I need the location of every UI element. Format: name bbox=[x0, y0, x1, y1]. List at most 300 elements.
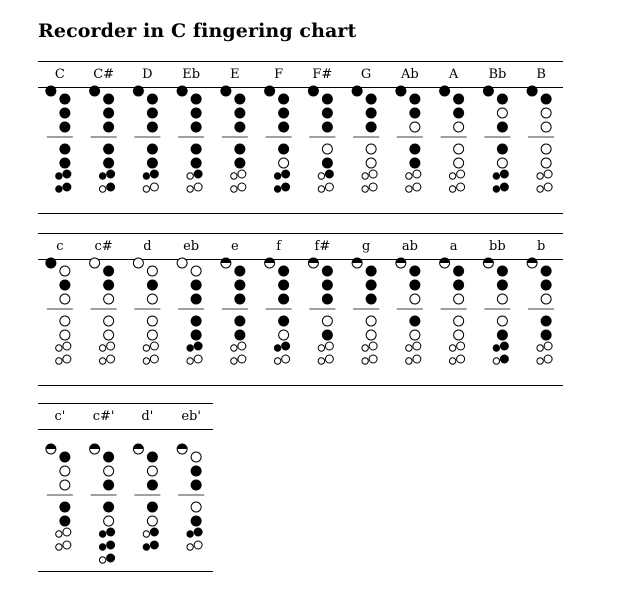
note-header: B bbox=[536, 67, 546, 82]
double-hole-small bbox=[187, 544, 193, 550]
double-hole-small bbox=[318, 358, 324, 364]
hole-rh-1 bbox=[454, 316, 464, 326]
hole-rh-2 bbox=[322, 158, 332, 168]
chart-title: Recorder in C fingering chart bbox=[38, 20, 357, 42]
thumb-hole bbox=[440, 86, 450, 96]
note-header: c# bbox=[94, 239, 113, 254]
hole-lh-3 bbox=[191, 122, 201, 132]
hole-rh-1 bbox=[60, 144, 70, 154]
hole-lh-1 bbox=[366, 266, 376, 276]
hole-rh-2 bbox=[410, 158, 420, 168]
hole-lh-3 bbox=[279, 122, 289, 132]
double-hole-small bbox=[406, 358, 412, 364]
note-header: Ab bbox=[401, 67, 419, 82]
hole-rh-2 bbox=[235, 330, 245, 340]
thumb-hole bbox=[46, 258, 56, 268]
double-hole-large bbox=[107, 541, 115, 549]
note-header: bb bbox=[489, 239, 506, 254]
hole-rh-1 bbox=[147, 316, 157, 326]
double-hole-small bbox=[318, 186, 324, 192]
double-hole-small bbox=[318, 345, 324, 351]
note-header: b bbox=[536, 239, 546, 254]
double-hole-small bbox=[99, 358, 105, 364]
hole-lh-2 bbox=[147, 108, 157, 118]
note-header: Bb bbox=[488, 67, 507, 82]
double-hole-small bbox=[537, 173, 543, 179]
double-hole-large bbox=[413, 342, 421, 350]
hole-rh-2 bbox=[147, 330, 157, 340]
hole-lh-1 bbox=[541, 94, 551, 104]
hole-lh-3 bbox=[541, 294, 551, 304]
hole-lh-2 bbox=[235, 280, 245, 290]
hole-lh-1 bbox=[497, 266, 507, 276]
hole-lh-2 bbox=[60, 280, 70, 290]
double-hole-large bbox=[63, 528, 71, 536]
double-hole-small bbox=[231, 358, 237, 364]
double-hole-large bbox=[150, 528, 158, 536]
double-hole-small bbox=[99, 557, 105, 563]
double-hole-large bbox=[413, 355, 421, 363]
hole-lh-1 bbox=[191, 452, 201, 462]
hole-lh-1 bbox=[541, 266, 551, 276]
table-low-octave bbox=[38, 61, 563, 213]
double-hole-small bbox=[449, 186, 455, 192]
hole-rh-1 bbox=[60, 502, 70, 512]
hole-rh-2 bbox=[235, 158, 245, 168]
hole-rh-2 bbox=[541, 330, 551, 340]
hole-rh-1 bbox=[191, 316, 201, 326]
note-header: eb bbox=[183, 239, 200, 254]
thumb-hole bbox=[221, 86, 231, 96]
double-hole-large bbox=[544, 355, 552, 363]
double-hole-small bbox=[99, 173, 105, 179]
hole-lh-3 bbox=[60, 294, 70, 304]
double-hole-large bbox=[369, 355, 377, 363]
note-header: D bbox=[142, 67, 153, 82]
double-hole-large bbox=[150, 541, 158, 549]
note-header: ab bbox=[401, 239, 418, 254]
hole-rh-1 bbox=[104, 144, 114, 154]
hole-lh-1 bbox=[147, 266, 157, 276]
hole-lh-1 bbox=[322, 266, 332, 276]
hole-rh-2 bbox=[60, 516, 70, 526]
hole-rh-1 bbox=[322, 316, 332, 326]
hole-lh-2 bbox=[191, 280, 201, 290]
double-hole-large bbox=[238, 170, 246, 178]
hole-lh-3 bbox=[147, 294, 157, 304]
thumb-hole bbox=[46, 86, 56, 96]
double-hole-large bbox=[63, 355, 71, 363]
double-hole-large bbox=[544, 170, 552, 178]
double-hole-small bbox=[274, 358, 280, 364]
hole-lh-1 bbox=[235, 266, 245, 276]
double-hole-small bbox=[362, 358, 368, 364]
note-header: Eb bbox=[182, 67, 201, 82]
hole-lh-2 bbox=[279, 280, 289, 290]
thumb-hole bbox=[133, 444, 143, 454]
note-header: eb' bbox=[181, 409, 201, 424]
note-header: f bbox=[276, 239, 282, 254]
thumb-hole bbox=[177, 86, 187, 96]
table-middle-octave bbox=[38, 233, 563, 385]
hole-rh-2 bbox=[279, 158, 289, 168]
note-header: c' bbox=[54, 409, 66, 424]
double-hole-small bbox=[143, 358, 149, 364]
hole-lh-3 bbox=[454, 122, 464, 132]
hole-lh-3 bbox=[104, 480, 114, 490]
hole-rh-2 bbox=[541, 158, 551, 168]
hole-rh-2 bbox=[497, 330, 507, 340]
hole-rh-2 bbox=[147, 158, 157, 168]
note-header: F bbox=[274, 67, 284, 82]
double-hole-large bbox=[500, 355, 508, 363]
double-hole-small bbox=[99, 345, 105, 351]
hole-lh-2 bbox=[322, 280, 332, 290]
double-hole-small bbox=[406, 186, 412, 192]
double-hole-small bbox=[187, 531, 193, 537]
hole-lh-2 bbox=[454, 280, 464, 290]
hole-rh-2 bbox=[104, 330, 114, 340]
double-hole-small bbox=[537, 186, 543, 192]
hole-rh-2 bbox=[191, 330, 201, 340]
double-hole-small bbox=[362, 173, 368, 179]
hole-rh-2 bbox=[147, 516, 157, 526]
note-header: C bbox=[54, 67, 65, 82]
hole-rh-1 bbox=[235, 316, 245, 326]
thumb-hole bbox=[46, 444, 56, 454]
hole-lh-2 bbox=[60, 466, 70, 476]
double-hole-large bbox=[500, 183, 508, 191]
thumb-hole bbox=[483, 86, 493, 96]
hole-lh-2 bbox=[366, 108, 376, 118]
hole-lh-3 bbox=[191, 294, 201, 304]
thumb-hole bbox=[265, 258, 275, 268]
double-hole-small bbox=[231, 173, 237, 179]
double-hole-large bbox=[369, 342, 377, 350]
double-hole-small bbox=[406, 173, 412, 179]
double-hole-large bbox=[194, 528, 202, 536]
hole-lh-3 bbox=[60, 480, 70, 490]
thumb-hole bbox=[90, 444, 100, 454]
hole-lh-1 bbox=[60, 452, 70, 462]
hole-lh-3 bbox=[497, 294, 507, 304]
hole-rh-1 bbox=[104, 316, 114, 326]
hole-lh-3 bbox=[104, 294, 114, 304]
bottom-rule bbox=[38, 571, 213, 572]
double-hole-large bbox=[282, 170, 290, 178]
hole-lh-2 bbox=[541, 280, 551, 290]
hole-rh-1 bbox=[497, 144, 507, 154]
hole-rh-2 bbox=[454, 330, 464, 340]
hole-lh-1 bbox=[410, 266, 420, 276]
thumb-hole bbox=[396, 258, 406, 268]
double-hole-large bbox=[194, 183, 202, 191]
hole-lh-2 bbox=[497, 108, 507, 118]
hole-rh-1 bbox=[235, 144, 245, 154]
double-hole-large bbox=[194, 342, 202, 350]
note-header: F# bbox=[312, 67, 333, 82]
double-hole-large bbox=[238, 342, 246, 350]
thumb-hole bbox=[90, 258, 100, 268]
double-hole-large bbox=[238, 355, 246, 363]
thumb-hole bbox=[308, 86, 318, 96]
hole-lh-2 bbox=[541, 108, 551, 118]
hole-lh-2 bbox=[410, 280, 420, 290]
table-upper-octave bbox=[38, 403, 213, 571]
double-hole-small bbox=[449, 345, 455, 351]
double-hole-small bbox=[143, 173, 149, 179]
hole-rh-1 bbox=[366, 144, 376, 154]
hole-rh-1 bbox=[541, 316, 551, 326]
hole-lh-3 bbox=[147, 122, 157, 132]
hole-rh-1 bbox=[60, 316, 70, 326]
double-hole-small bbox=[231, 345, 237, 351]
double-hole-large bbox=[194, 355, 202, 363]
thumb-hole bbox=[308, 258, 318, 268]
note-header: g bbox=[361, 239, 371, 254]
double-hole-small bbox=[274, 345, 280, 351]
thumb-hole bbox=[90, 86, 100, 96]
fingering-diagrams bbox=[38, 233, 563, 385]
double-hole-large bbox=[150, 342, 158, 350]
hole-lh-3 bbox=[410, 122, 420, 132]
double-hole-small bbox=[187, 358, 193, 364]
double-hole-large bbox=[150, 170, 158, 178]
thumb-hole bbox=[221, 258, 231, 268]
note-header: G bbox=[360, 67, 372, 82]
double-hole-small bbox=[56, 173, 62, 179]
hole-lh-2 bbox=[454, 108, 464, 118]
hole-lh-3 bbox=[191, 480, 201, 490]
hole-rh-2 bbox=[366, 158, 376, 168]
hole-lh-2 bbox=[147, 466, 157, 476]
hole-rh-1 bbox=[410, 316, 420, 326]
double-hole-large bbox=[238, 183, 246, 191]
hole-rh-1 bbox=[541, 144, 551, 154]
thumb-hole bbox=[133, 86, 143, 96]
thumb-hole bbox=[352, 258, 362, 268]
hole-lh-1 bbox=[366, 94, 376, 104]
hole-rh-2 bbox=[497, 158, 507, 168]
hole-lh-2 bbox=[366, 280, 376, 290]
double-hole-small bbox=[362, 345, 368, 351]
thumb-hole bbox=[352, 86, 362, 96]
hole-lh-2 bbox=[322, 108, 332, 118]
note-header: f# bbox=[314, 239, 331, 254]
double-hole-large bbox=[457, 183, 465, 191]
hole-rh-2 bbox=[410, 330, 420, 340]
hole-lh-3 bbox=[235, 122, 245, 132]
hole-lh-3 bbox=[235, 294, 245, 304]
hole-rh-1 bbox=[147, 502, 157, 512]
double-hole-large bbox=[325, 183, 333, 191]
double-hole-small bbox=[143, 186, 149, 192]
double-hole-large bbox=[282, 342, 290, 350]
hole-lh-1 bbox=[322, 94, 332, 104]
hole-rh-1 bbox=[191, 502, 201, 512]
hole-lh-2 bbox=[147, 280, 157, 290]
thumb-hole bbox=[265, 86, 275, 96]
double-hole-large bbox=[107, 554, 115, 562]
double-hole-small bbox=[406, 345, 412, 351]
note-header: c bbox=[56, 239, 64, 254]
hole-rh-2 bbox=[104, 516, 114, 526]
note-header: e bbox=[231, 239, 239, 254]
double-hole-large bbox=[500, 170, 508, 178]
double-hole-small bbox=[143, 544, 149, 550]
double-hole-small bbox=[231, 186, 237, 192]
thumb-hole bbox=[177, 258, 187, 268]
hole-lh-1 bbox=[60, 266, 70, 276]
double-hole-small bbox=[56, 358, 62, 364]
hole-lh-2 bbox=[104, 108, 114, 118]
bottom-rule bbox=[38, 213, 563, 214]
hole-lh-1 bbox=[104, 94, 114, 104]
hole-lh-1 bbox=[104, 452, 114, 462]
hole-lh-3 bbox=[366, 294, 376, 304]
double-hole-large bbox=[325, 170, 333, 178]
bottom-rule bbox=[38, 385, 563, 386]
hole-lh-2 bbox=[191, 466, 201, 476]
thumb-hole bbox=[396, 86, 406, 96]
double-hole-large bbox=[457, 170, 465, 178]
hole-rh-1 bbox=[322, 144, 332, 154]
double-hole-large bbox=[150, 355, 158, 363]
hole-lh-3 bbox=[322, 122, 332, 132]
double-hole-small bbox=[143, 345, 149, 351]
hole-lh-1 bbox=[104, 266, 114, 276]
double-hole-small bbox=[56, 345, 62, 351]
hole-rh-2 bbox=[454, 158, 464, 168]
note-header: d' bbox=[141, 409, 154, 424]
double-hole-large bbox=[282, 183, 290, 191]
double-hole-large bbox=[457, 342, 465, 350]
double-hole-large bbox=[107, 170, 115, 178]
double-hole-small bbox=[187, 186, 193, 192]
double-hole-small bbox=[56, 544, 62, 550]
hole-lh-1 bbox=[147, 94, 157, 104]
double-hole-large bbox=[107, 342, 115, 350]
hole-lh-2 bbox=[410, 108, 420, 118]
hole-lh-2 bbox=[279, 108, 289, 118]
hole-rh-2 bbox=[191, 158, 201, 168]
hole-rh-2 bbox=[60, 158, 70, 168]
double-hole-large bbox=[544, 342, 552, 350]
thumb-hole bbox=[133, 258, 143, 268]
hole-lh-3 bbox=[541, 122, 551, 132]
hole-rh-1 bbox=[497, 316, 507, 326]
hole-lh-1 bbox=[454, 266, 464, 276]
double-hole-large bbox=[107, 355, 115, 363]
double-hole-large bbox=[500, 342, 508, 350]
double-hole-small bbox=[187, 173, 193, 179]
double-hole-small bbox=[274, 173, 280, 179]
hole-rh-1 bbox=[279, 316, 289, 326]
hole-lh-2 bbox=[497, 280, 507, 290]
note-header: c#' bbox=[92, 409, 115, 424]
double-hole-large bbox=[194, 541, 202, 549]
hole-lh-1 bbox=[279, 94, 289, 104]
hole-lh-2 bbox=[104, 280, 114, 290]
hole-lh-2 bbox=[191, 108, 201, 118]
hole-lh-1 bbox=[235, 94, 245, 104]
double-hole-large bbox=[457, 355, 465, 363]
double-hole-large bbox=[413, 183, 421, 191]
double-hole-large bbox=[63, 342, 71, 350]
double-hole-small bbox=[56, 186, 62, 192]
hole-lh-1 bbox=[497, 94, 507, 104]
hole-rh-1 bbox=[279, 144, 289, 154]
double-hole-small bbox=[493, 345, 499, 351]
thumb-hole bbox=[527, 258, 537, 268]
double-hole-small bbox=[187, 345, 193, 351]
double-hole-large bbox=[63, 541, 71, 549]
hole-lh-1 bbox=[191, 266, 201, 276]
double-hole-large bbox=[325, 355, 333, 363]
hole-rh-1 bbox=[104, 502, 114, 512]
double-hole-small bbox=[99, 186, 105, 192]
thumb-hole bbox=[527, 86, 537, 96]
double-hole-large bbox=[194, 170, 202, 178]
double-hole-large bbox=[325, 342, 333, 350]
double-hole-small bbox=[99, 531, 105, 537]
hole-rh-2 bbox=[366, 330, 376, 340]
hole-lh-3 bbox=[104, 122, 114, 132]
double-hole-large bbox=[63, 170, 71, 178]
hole-lh-3 bbox=[366, 122, 376, 132]
double-hole-small bbox=[56, 531, 62, 537]
note-header: A bbox=[448, 67, 459, 82]
double-hole-large bbox=[107, 528, 115, 536]
hole-lh-3 bbox=[279, 294, 289, 304]
double-hole-small bbox=[362, 186, 368, 192]
hole-lh-1 bbox=[191, 94, 201, 104]
double-hole-large bbox=[150, 183, 158, 191]
hole-rh-2 bbox=[191, 516, 201, 526]
double-hole-large bbox=[369, 183, 377, 191]
double-hole-small bbox=[449, 358, 455, 364]
hole-rh-1 bbox=[191, 144, 201, 154]
double-hole-small bbox=[449, 173, 455, 179]
hole-lh-2 bbox=[235, 108, 245, 118]
hole-rh-2 bbox=[104, 158, 114, 168]
fingering-diagrams bbox=[38, 403, 213, 571]
hole-rh-1 bbox=[366, 316, 376, 326]
hole-lh-3 bbox=[410, 294, 420, 304]
hole-lh-1 bbox=[454, 94, 464, 104]
hole-lh-3 bbox=[147, 480, 157, 490]
double-hole-small bbox=[274, 186, 280, 192]
hole-rh-1 bbox=[410, 144, 420, 154]
fingering-diagrams bbox=[38, 61, 563, 213]
double-hole-large bbox=[63, 183, 71, 191]
double-hole-small bbox=[537, 358, 543, 364]
hole-rh-2 bbox=[279, 330, 289, 340]
double-hole-small bbox=[537, 345, 543, 351]
double-hole-small bbox=[318, 173, 324, 179]
note-header: a bbox=[449, 239, 458, 254]
double-hole-small bbox=[99, 544, 105, 550]
hole-lh-3 bbox=[454, 294, 464, 304]
thumb-hole bbox=[440, 258, 450, 268]
double-hole-small bbox=[493, 358, 499, 364]
double-hole-large bbox=[413, 170, 421, 178]
note-header: E bbox=[230, 67, 240, 82]
thumb-hole bbox=[177, 444, 187, 454]
hole-rh-2 bbox=[60, 330, 70, 340]
hole-rh-1 bbox=[147, 144, 157, 154]
hole-lh-3 bbox=[60, 122, 70, 132]
